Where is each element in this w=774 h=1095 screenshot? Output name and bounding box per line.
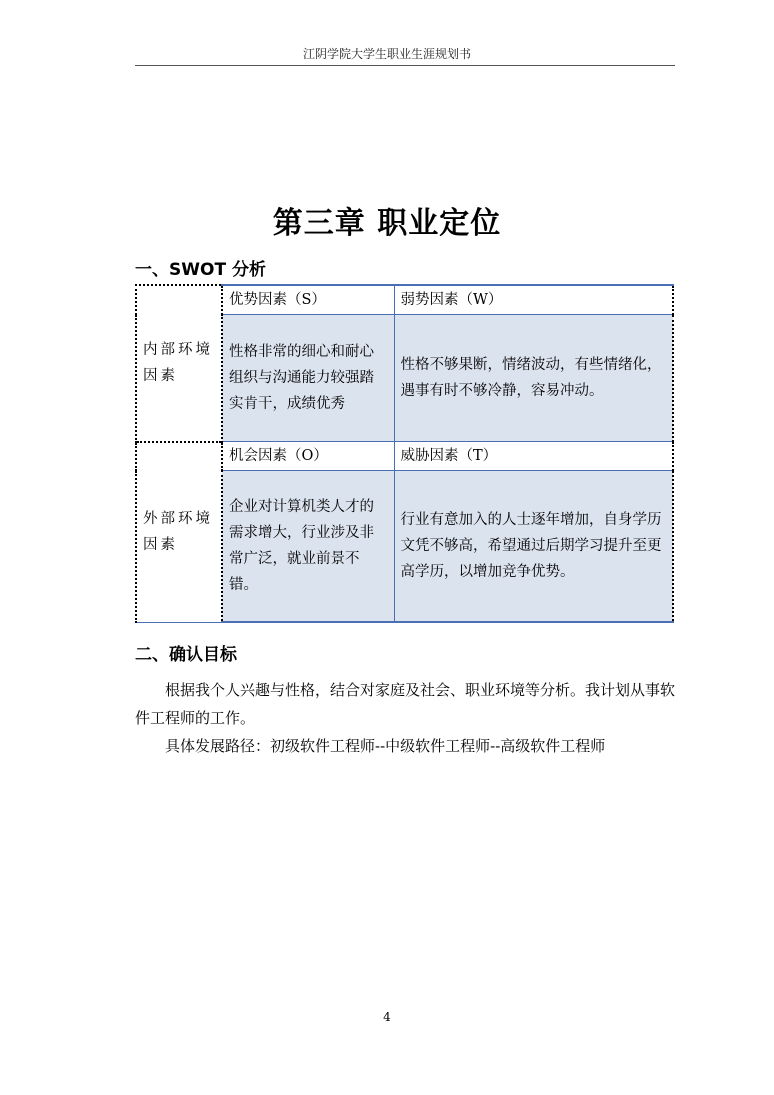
chapter-title: 第三章 职业定位 — [272, 206, 502, 241]
opportunity-header: 机会因素（O） — [222, 442, 394, 471]
strength-cell: 性格非常的细心和耐心组织与沟通能力较强踏实肯干，成绩优秀 — [222, 315, 394, 442]
header-rule — [135, 65, 675, 66]
goal-heading: 二、确认目标 — [135, 645, 237, 665]
swot-table — [135, 284, 674, 623]
goal-paragraph: 根据我个人兴趣与性格，结合对家庭及社会、职业环境等分析。我计划从事软件工程师的工作。 — [135, 681, 676, 727]
strength-header: 优势因素（S） — [222, 285, 394, 315]
career-path-paragraph: 具体发展路径：初级软件工程师--中级软件工程师--高级软件工程师 — [165, 737, 606, 755]
threat-cell: 行业有意加入的人士逐年增加，自身学历文凭不够高，希望通过后期学习提升至更高学历，以增加竞争优势。 — [394, 471, 673, 623]
threat-header: 威胁因素（T） — [394, 442, 673, 471]
swot-heading: 一、SWOT 分析 — [135, 260, 266, 280]
external-factor-label: 外部环境因素 — [136, 442, 222, 623]
internal-factor-label: 内部环境因素 — [136, 285, 222, 442]
weakness-cell: 性格不够果断，情绪波动，有些情绪化，遇事有时不够冷静，容易冲动。 — [394, 315, 673, 442]
opportunity-cell: 企业对计算机类人才的需求增大，行业涉及非常广泛，就业前景不错。 — [222, 471, 394, 623]
page-header: 江阴学院大学生职业生涯规划书 — [302, 47, 471, 61]
weakness-header: 弱势因素（W） — [394, 285, 673, 315]
page-number: 4 — [383, 1010, 391, 1024]
